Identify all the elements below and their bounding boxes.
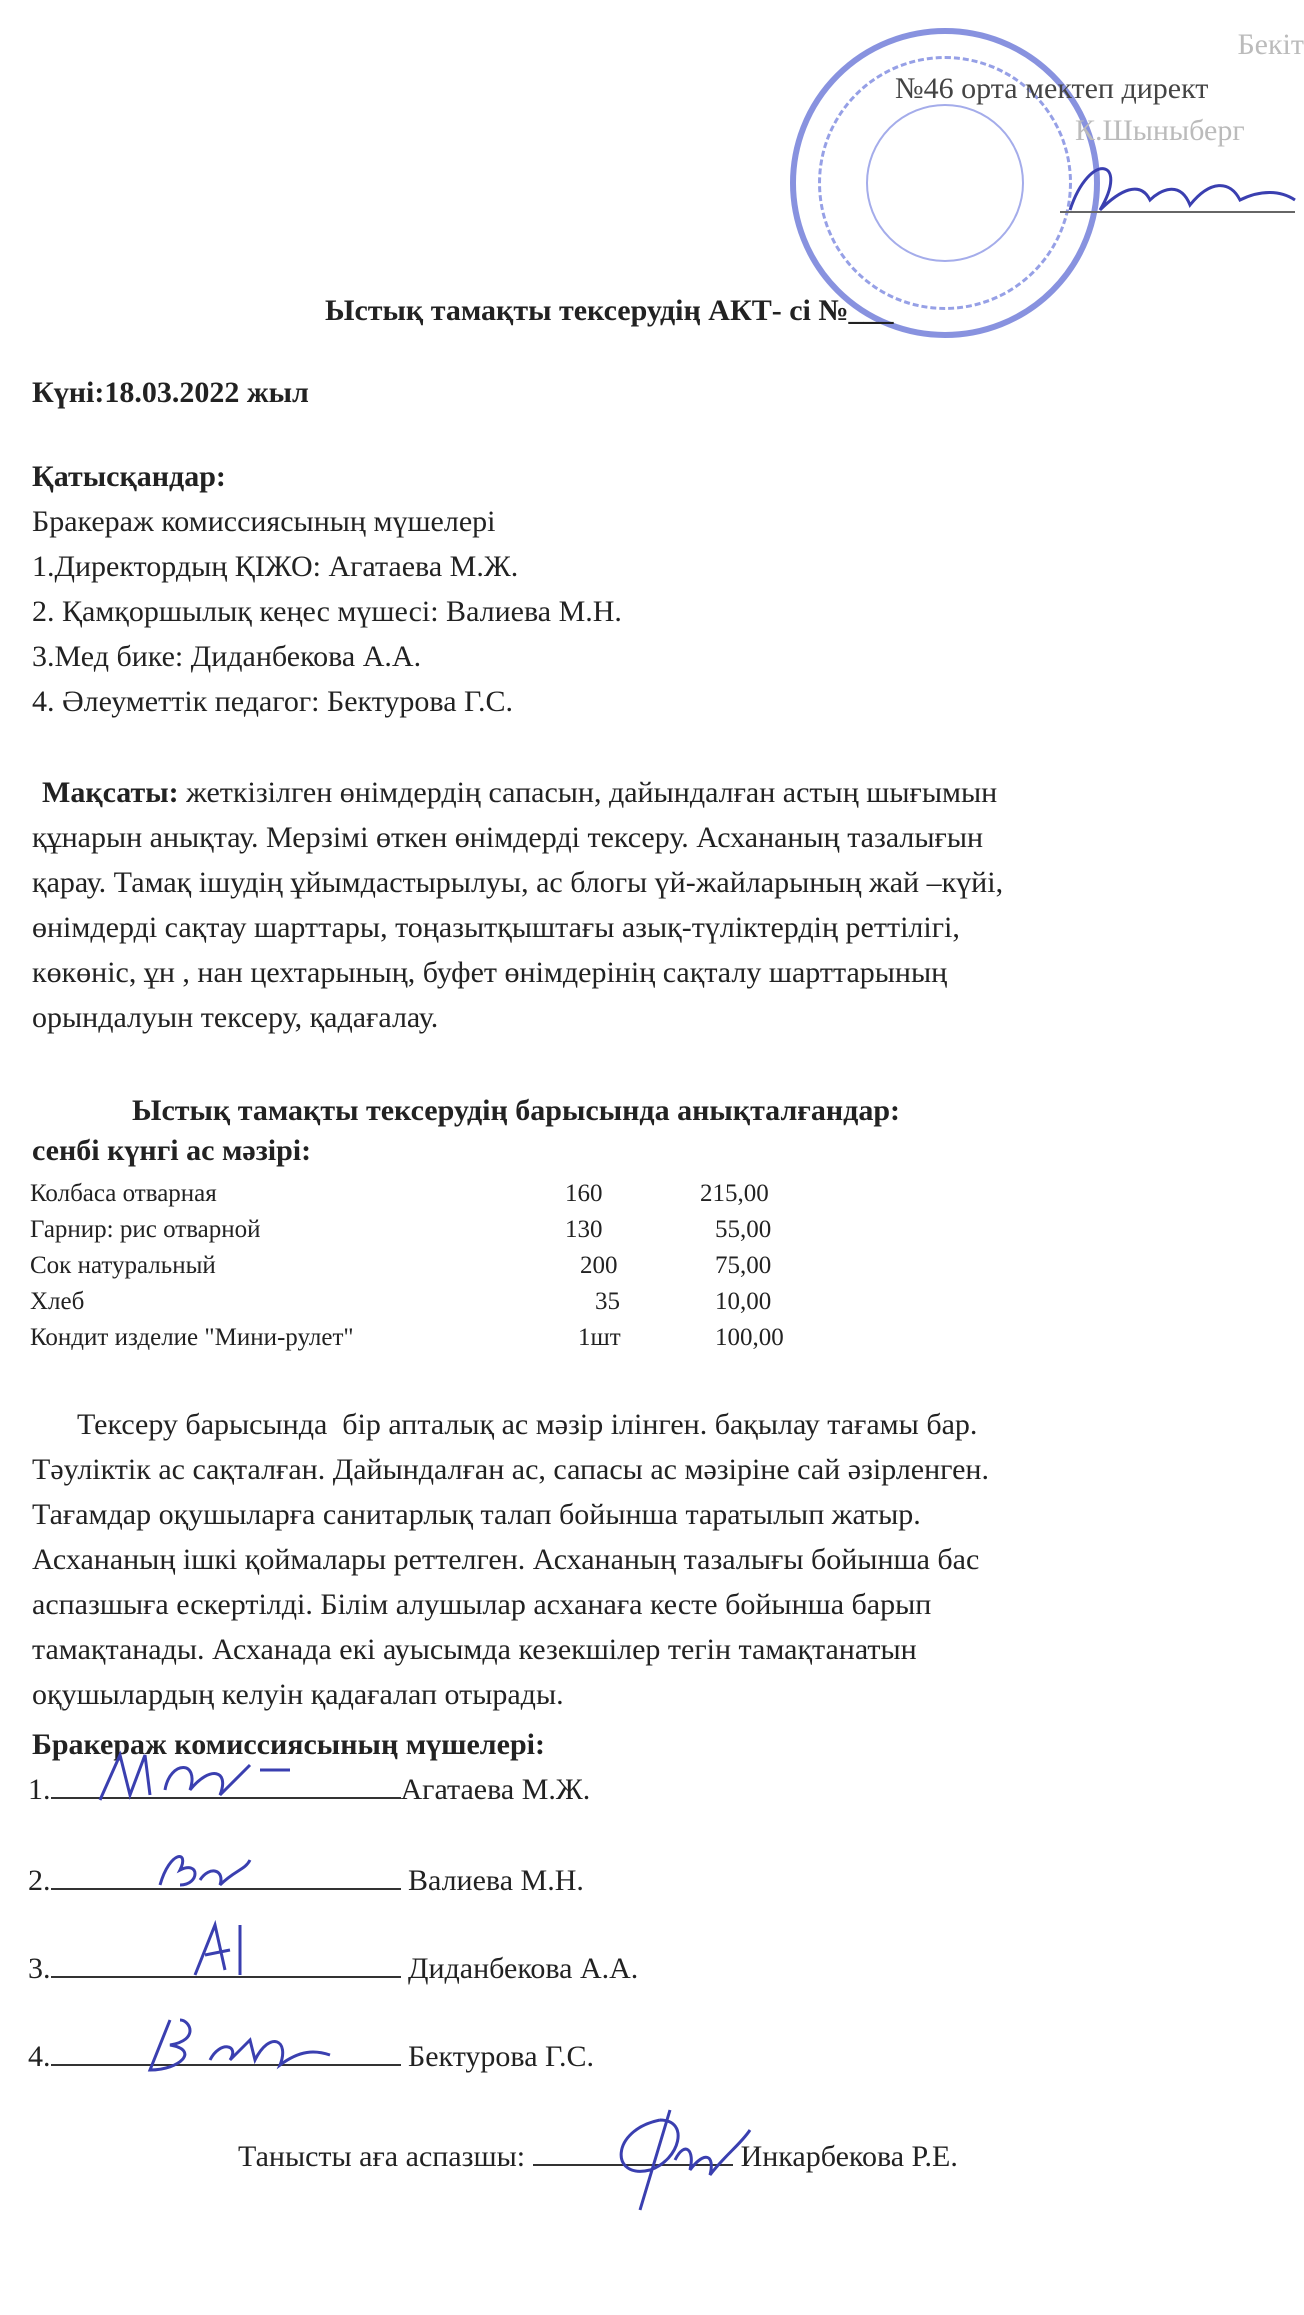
commission-member-3: 3. Диданбекова А.А.: [28, 1946, 638, 1991]
participant-line: 4. Әлеуметтік педагог: Бектурова Г.С.: [32, 685, 513, 718]
signature-3: [185, 1915, 265, 1985]
director-signature: [1060, 150, 1300, 240]
cook-signature: [600, 2100, 760, 2215]
signature-4: [140, 2010, 340, 2080]
report-line: Тәуліктік ас сақталған. Дайындалған ас, сапасы ас мәзіріне сай әзірленген.: [32, 1453, 989, 1486]
purpose-line: қарау. Тамақ ішудің ұйымдастырылуы, ас блогы үй-жайларының жай –күйі,: [32, 866, 1004, 899]
participant-line: Бракераж комиссиясының мүшелері: [32, 505, 496, 538]
participant-line: 3.Мед бике: Диданбекова А.А.: [32, 640, 422, 673]
approval-line-1: Бекіт: [1237, 28, 1304, 61]
purpose-line: құнарын анықтау. Мерзімі өткен өнімдерді тексеру. Асхананың тазалығын: [32, 821, 984, 854]
report-line: аспазшыға ескертілді. Білім алушылар асханаға кесте бойынша барып: [32, 1588, 932, 1621]
purpose-line: көкөніс, ұн , нан цехтарының, буфет өнімдерінің сақталу шарттарының: [32, 956, 948, 989]
commission-member-4: 4. Бектурова Г.С.: [28, 2034, 594, 2079]
signature-1: [90, 1740, 320, 1810]
signature-2: [150, 1840, 270, 1900]
report-line: Тағамдар оқушыларға санитарлық талап бойынша таратылып жатыр.: [32, 1498, 921, 1531]
findings-heading: Ыстық тамақты тексерудің барысында анықталғандар:: [132, 1094, 901, 1127]
report-line: Тексеру барысында бір апталық ас мәзір ілінген. бақылау тағамы бар.: [32, 1408, 978, 1441]
date: Күні:18.03.2022 жыл: [32, 376, 309, 409]
approval-line-2: №46 орта мектеп директ: [895, 72, 1209, 105]
participant-line: 1.Директордың ҚІЖО: Агатаева М.Ж.: [32, 550, 519, 583]
document-title: Ыстық тамақты тексерудің АКТ- сі №___: [325, 294, 894, 327]
purpose-line: орындалуын тексеру, қадағалау.: [32, 1001, 439, 1034]
purpose-line: Мақсаты: жеткізілген өнімдердің сапасын, дайындалған астың шығымын: [42, 776, 998, 809]
participant-line: 2. Қамқоршылық кеңес мүшесі: Валиева М.Н.: [32, 595, 622, 628]
cook-acknowledgement: Танысты аға аспазшы: Инкарбекова Р.Е.: [238, 2134, 958, 2179]
commission-member-1: 1. Агатаева М.Ж.: [28, 1767, 590, 1812]
report-line: Асхананың ішкі қоймалары реттелген. Асхананың тазалығы бойынша бас: [32, 1543, 980, 1576]
commission-heading: Бракераж комиссиясының мүшелері:: [32, 1728, 545, 1761]
participants-heading: Қатысқандар:: [32, 460, 226, 493]
report-line: тамақтанады. Асханада екі ауысымда кезекшілер тегін тамақтанатын: [32, 1633, 917, 1666]
commission-member-2: 2. Валиева М.Н.: [28, 1858, 584, 1903]
purpose-line: өнімдерді сақтау шарттары, тоңазытқыштағы азық-түліктердің реттілігі,: [32, 911, 960, 944]
report-line: оқушылардың келуін қадағалап отырады.: [32, 1678, 564, 1711]
purpose-label: Мақсаты:: [42, 776, 179, 809]
approval-line-3: К.Шыныберг: [1075, 114, 1245, 147]
menu-heading: сенбі күнгі ас мәзірі:: [32, 1134, 312, 1167]
